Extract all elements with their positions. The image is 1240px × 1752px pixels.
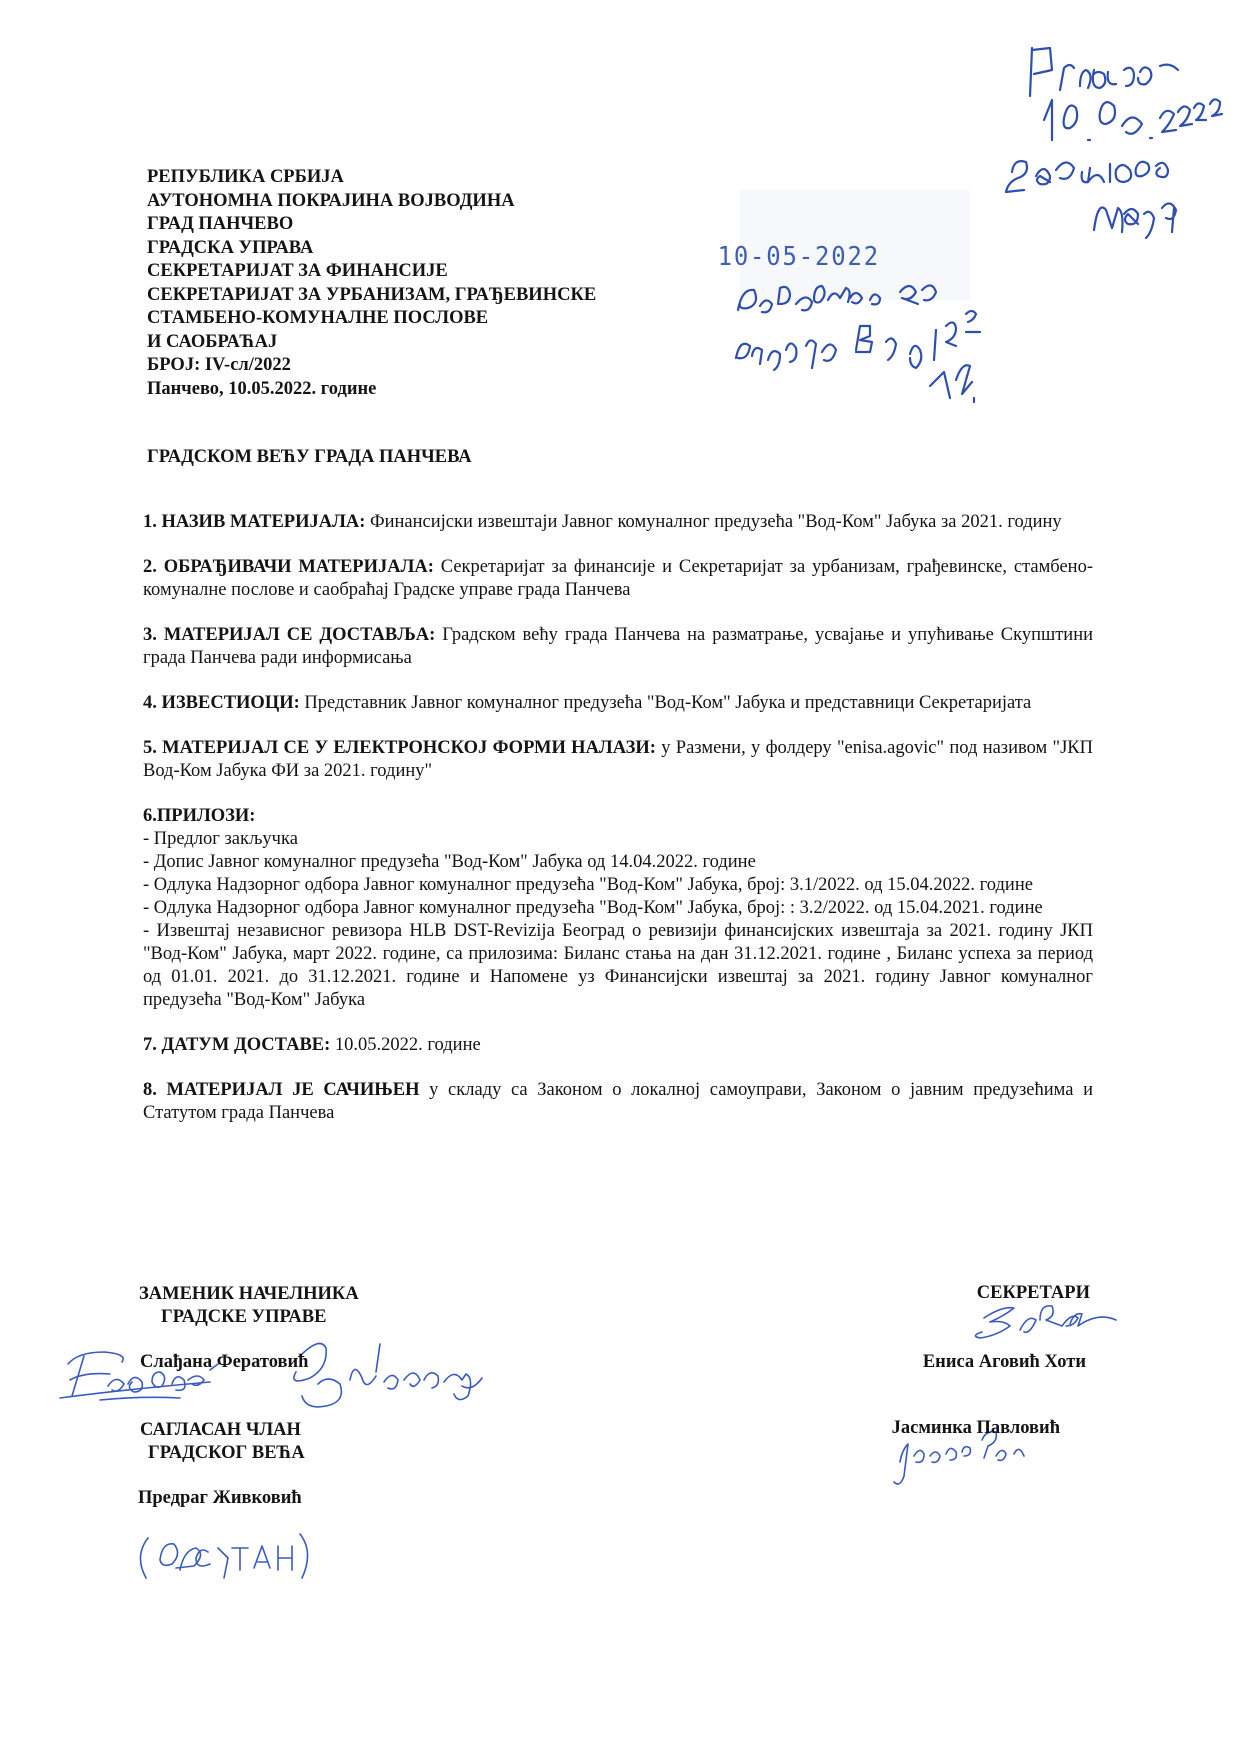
document-date: Панчево, 10.05.2022. године <box>147 378 377 399</box>
item-label: 4. ИЗВЕСТИОЦИ: <box>143 693 300 713</box>
document-header <box>147 166 596 401</box>
header-line: ГРАДСКА УПРАВА <box>147 237 314 258</box>
signature-agovic <box>975 1306 1116 1338</box>
deputy-title-line: ГРАДСКЕ УПРАВЕ <box>161 1307 327 1327</box>
item-text: Градском већу града Панчева на разматрање, усвајање и упућивање Скупштини града Панчева ради информисања <box>143 625 1093 668</box>
addressee: ГРАДСКОМ ВЕЋУ ГРАДА ПАНЧЕВА <box>147 447 472 467</box>
deputy-name: Слађана Фератовић <box>140 1352 309 1372</box>
attachment-item: - Извештај независног ревизора HLB DST-Revizija Београд о ревизији финансијских извештаја за 2021. годину ЈКП "Вод-Ком" Јабука, март 2022. године, са прилозима: Биланс стања на дан 31.12.2021. године , Биланс успеха за период од 01.01. 2021. до 31.12.2021. године и Напомене уз Финансијски извештај за 2021. годину Јавног комуналног предузећа "Вод-Ком" Јабука <box>143 921 1093 1010</box>
secretary-name: Ениса Аговић Хоти <box>922 1352 1086 1372</box>
attachments-title: 6.ПРИЛОЗИ: <box>143 806 256 826</box>
item-reporters <box>143 692 1093 715</box>
deputy-title-line: ЗАМЕНИК НАЧЕЛНИКА <box>139 1284 359 1304</box>
handwritten-delivery-note <box>736 285 980 402</box>
item-authors <box>143 556 1093 602</box>
item-label: 7. ДАТУМ ДОСТАВЕ: <box>143 1035 331 1055</box>
attachment-item: - Одлука Надзорног одбора Јавног комуналног предузећа "Вод-Ком" Јабука, број: 3.1/2022. од 15.04.2022. године <box>143 875 1033 895</box>
item-label: 2. ОБРАЂИВАЧИ МАТЕРИЈАЛА: <box>143 557 434 577</box>
council-title-line: ГРАДСКОГ ВЕЋА <box>148 1443 305 1463</box>
item-delivered-to <box>143 624 1093 670</box>
item-attachments <box>143 805 1093 1012</box>
stamp-date: 10-05-2022 <box>717 241 880 272</box>
document-body <box>143 511 1093 1147</box>
signature-pavlovic <box>894 1432 1024 1484</box>
received-stamp <box>718 190 970 300</box>
attachment-item: - Предлог закључка <box>143 829 298 849</box>
header-line: И САОБРАЋАЈ <box>147 331 278 352</box>
secretary-name: Јасминка Павловић <box>891 1418 1060 1438</box>
council-title-line: САГЛАСАН ЧЛАН <box>140 1420 301 1440</box>
item-electronic-location <box>143 737 1093 783</box>
header-line: СТАМБЕНО-КОМУНАЛНЕ ПОСЛОВЕ <box>147 308 489 328</box>
handwritten-receipt-note <box>1006 48 1222 238</box>
item-legal-basis <box>143 1079 1093 1125</box>
attachment-item: - Одлука Надзорног одбора Јавног комуналног предузећа "Вод-Ком" Јабука, број: : 3.2/2022. од 15.04.2021. године <box>143 898 1043 918</box>
item-label: 5. МАТЕРИЈАЛ СЕ У ЕЛЕКТРОНСКОЈ ФОРМИ НАЛАЗИ: <box>143 738 656 758</box>
attachment-item: - Допис Јавног комуналног предузећа "Вод-Ком" Јабука од 14.04.2022. године <box>143 852 756 872</box>
header-line: РЕПУБЛИКА СРБИЈА <box>147 167 344 187</box>
item-text: Финансијски извештаји Јавног комуналног предузећа "Вод-Ком" Јабука за 2021. годину <box>365 512 1062 532</box>
deputy-title-block <box>139 1283 359 1329</box>
item-text: Секретаријат за финансије и Секретаријат за урбанизам, грађевинске, стамбено-комуналне послове и саобраћај Градске управе града Панчева <box>143 557 1093 600</box>
secretaries-title: СЕКРЕТАРИ <box>976 1283 1090 1303</box>
item-delivery-date <box>143 1034 1093 1057</box>
header-line: СЕКРЕТАРИЈАТ ЗА УРБАНИЗАМ, ГРАЂЕВИНСКЕ <box>147 284 597 305</box>
item-label: 8. МАТЕРИЈАЛ ЈЕ САЧИЊЕН <box>143 1080 420 1100</box>
council-member-name: Предраг Живковић <box>138 1488 302 1508</box>
handwritten-absent-note <box>140 1534 307 1578</box>
item-text: 10.05.2022. године <box>330 1035 481 1055</box>
item-text: у складу са Законом о локалној самоуправи, Законом о јавним предузећима и Статутом града Панчева <box>143 1080 1093 1123</box>
attachments-list <box>143 828 1093 1012</box>
item-label: 3. МАТЕРИЈАЛ СЕ ДОСТАВЉА: <box>143 625 436 645</box>
header-line: АУТОНОМНА ПОКРАЈИНА ВОЈВОДИНА <box>147 190 515 211</box>
item-material-name <box>143 511 1093 534</box>
item-text: у Размени, у фолдеру "enisa.agovic" под називом "ЈКП Вод-Ком Јабука ФИ за 2021. годину" <box>143 738 1093 781</box>
item-text: Представник Јавног комуналног предузећа "Вод-Ком" Јабука и представници Секретаријата <box>299 693 1032 713</box>
header-line: ГРАД ПАНЧЕВО <box>147 214 294 234</box>
document-number: БРОЈ: IV-сл/2022 <box>147 355 291 375</box>
header-line: СЕКРЕТАРИЈАТ ЗА ФИНАНСИЈЕ <box>147 261 448 281</box>
item-label: 1. НАЗИВ МАТЕРИЈАЛА: <box>143 512 366 532</box>
